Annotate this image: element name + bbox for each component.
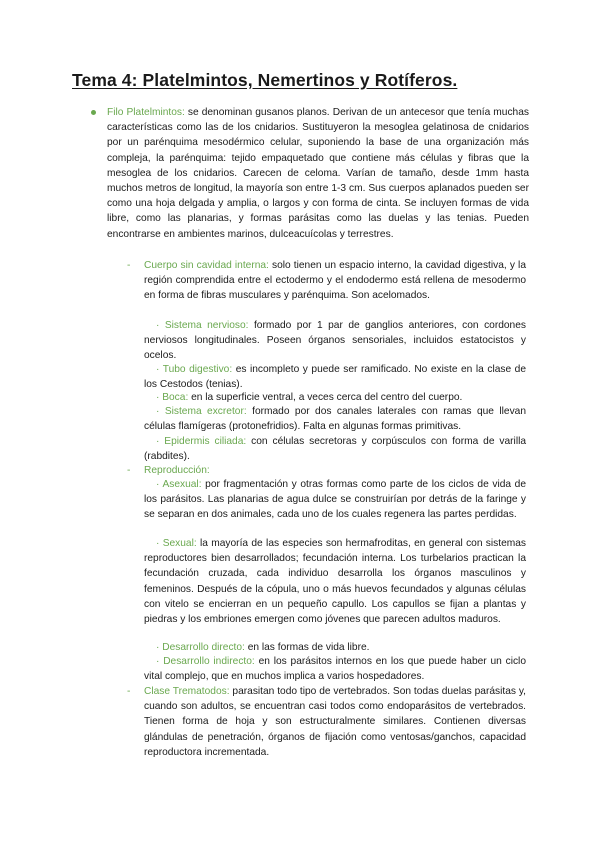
sexual-paragraph xyxy=(144,536,526,627)
sistema-excretor-text: formado por dos canales laterales con ramas que llevan células flamígeras (protonefridios). Falta en algunas formas primitivas. xyxy=(144,406,526,433)
sistema-nervioso-label: · Sistema nervioso: xyxy=(156,320,249,331)
dash-bullet-icon: - xyxy=(127,686,131,697)
reproduccion-heading xyxy=(144,463,526,478)
asexual-paragraph xyxy=(144,477,526,523)
desarrollo-indirecto-text: en los parásitos internos en los que puede haber un ciclo vital complejo, que en muchos implica a varios hospedadores. xyxy=(144,656,526,683)
sistema-nervioso-paragraph xyxy=(144,318,526,364)
filo-platelmintos-paragraph xyxy=(107,105,529,242)
sexual-label: · Sexual: xyxy=(156,538,197,549)
bullet-dot-icon xyxy=(91,110,96,115)
epidermis-text: con células secretoras y corpúsculos con forma de varilla (rabdites). xyxy=(144,436,527,463)
asexual-label: · Asexual: xyxy=(156,479,202,490)
sistema-nervioso-text: formado por 1 par de ganglios anteriores, con cordones nerviosos longitudinales. Poseen órganos sensoriales, incluidos estatocistos y ocelos. xyxy=(144,320,526,362)
desarrollo-indirecto-paragraph xyxy=(144,654,526,684)
boca-paragraph xyxy=(144,390,526,405)
cuerpo-label: Cuerpo sin cavidad interna: xyxy=(144,260,269,271)
sistema-excretor-label: · Sistema excretor: xyxy=(156,406,247,417)
trematodos-text: parasitan todo tipo de vertebrados. Son todas duelas parásitas y, cuando son adultos, se encuentran casi todos como endoparásitos de vertebrados. Tienen forma de hoja y son estructuralmente similares. Contienen diversas glándulas de penetración, órganos de fijación como ventosas/ganchos, capacidad reproductora incrementada. xyxy=(144,686,527,758)
asexual-text: por fragmentación y otras formas como parte de los ciclos de vida de los parásitos. Las planarias de agua dulce se construirían por detrás de la faringe y se separan en dos animales, cada uno de los cuales regenera las partes perdidas. xyxy=(144,479,527,521)
epidermis-paragraph xyxy=(144,434,526,464)
trematodos-paragraph xyxy=(144,684,526,760)
desarrollo-directo-paragraph xyxy=(144,640,526,655)
sexual-text: la mayoría de las especies son hermafroditas, en general con sistemas reproductores bien desarrollados; fecundación interna. Los turbelarios practican la fecundación cruzada, cada individuo desarrolla los órganos masculinos y femeninos. Después de la cópula, uno o más huevos fecundados y algunas células con vitelo se encierran en un pequeño capullo. Los capullos se fijan a plantas y piedras y los embriones emergen como jóvenes que parecen adultos maduros. xyxy=(144,538,527,626)
trematodos-label: Clase Trematodos: xyxy=(144,686,230,697)
tubo-digestivo-paragraph xyxy=(144,362,526,392)
boca-text: en la superficie ventral, a veces cerca del centro del cuerpo. xyxy=(188,392,463,403)
desarrollo-directo-text: en las formas de vida libre. xyxy=(244,642,370,653)
filo-platelmintos-text: se denominan gusanos planos. Derivan de un antecesor que tenía muchas características como las de los cnidarios. Sustituyeron la mesoglea gelatinosa de cnidarios por un parénquima mesodérmico celular, suponiendo la base de una organización más compleja, la parénquima: tejido empaquetado que contiene más células y fibras que la mesoglea de los cnidarios. Carecen de celoma. Varían de tamaño, desde 1mm hasta muchos metros de longitud, la mayoría son entre 1-3 cm. Sus cuerpos aplanados pueden ser como una hoja delgada y amplia, o largos y con forma de cinta. Se incluyen formas de vida libre, como las planarias, y formas parásitas como las duelas y las tenias. Pueden encontrarse en ambientes marinos, dulceacuícolas y terrestres. xyxy=(107,107,529,240)
cuerpo-text: solo tienen un espacio interno, la cavidad digestiva, y la región comprendida entre el ectodermo y el endodermo está rellena de mesodermo en forma de fibras musculares y parénquima. Son acelomados. xyxy=(144,260,526,302)
dash-bullet-icon: - xyxy=(127,260,131,271)
reproduccion-label: Reproducción: xyxy=(144,465,210,476)
epidermis-label: · Epidermis ciliada: xyxy=(156,436,247,447)
filo-platelmintos-label: Filo Platelmintos: xyxy=(107,107,185,118)
page-title: Tema 4: Platelmintos, Nemertinos y Rotíferos. xyxy=(72,70,458,90)
sistema-excretor-paragraph xyxy=(144,404,526,434)
desarrollo-directo-label: · Desarrollo directo: xyxy=(156,642,245,653)
tubo-digestivo-text: es incompleto y puede ser ramificado. No existe en la clase de los Cestodos (tenias). xyxy=(144,364,526,391)
boca-label: · Boca: xyxy=(156,392,189,403)
tubo-digestivo-label: · Tubo digestivo: xyxy=(156,364,233,375)
cuerpo-paragraph xyxy=(144,258,526,304)
dash-bullet-icon: - xyxy=(127,465,131,476)
desarrollo-indirecto-label: · Desarrollo indirecto: xyxy=(156,656,255,667)
